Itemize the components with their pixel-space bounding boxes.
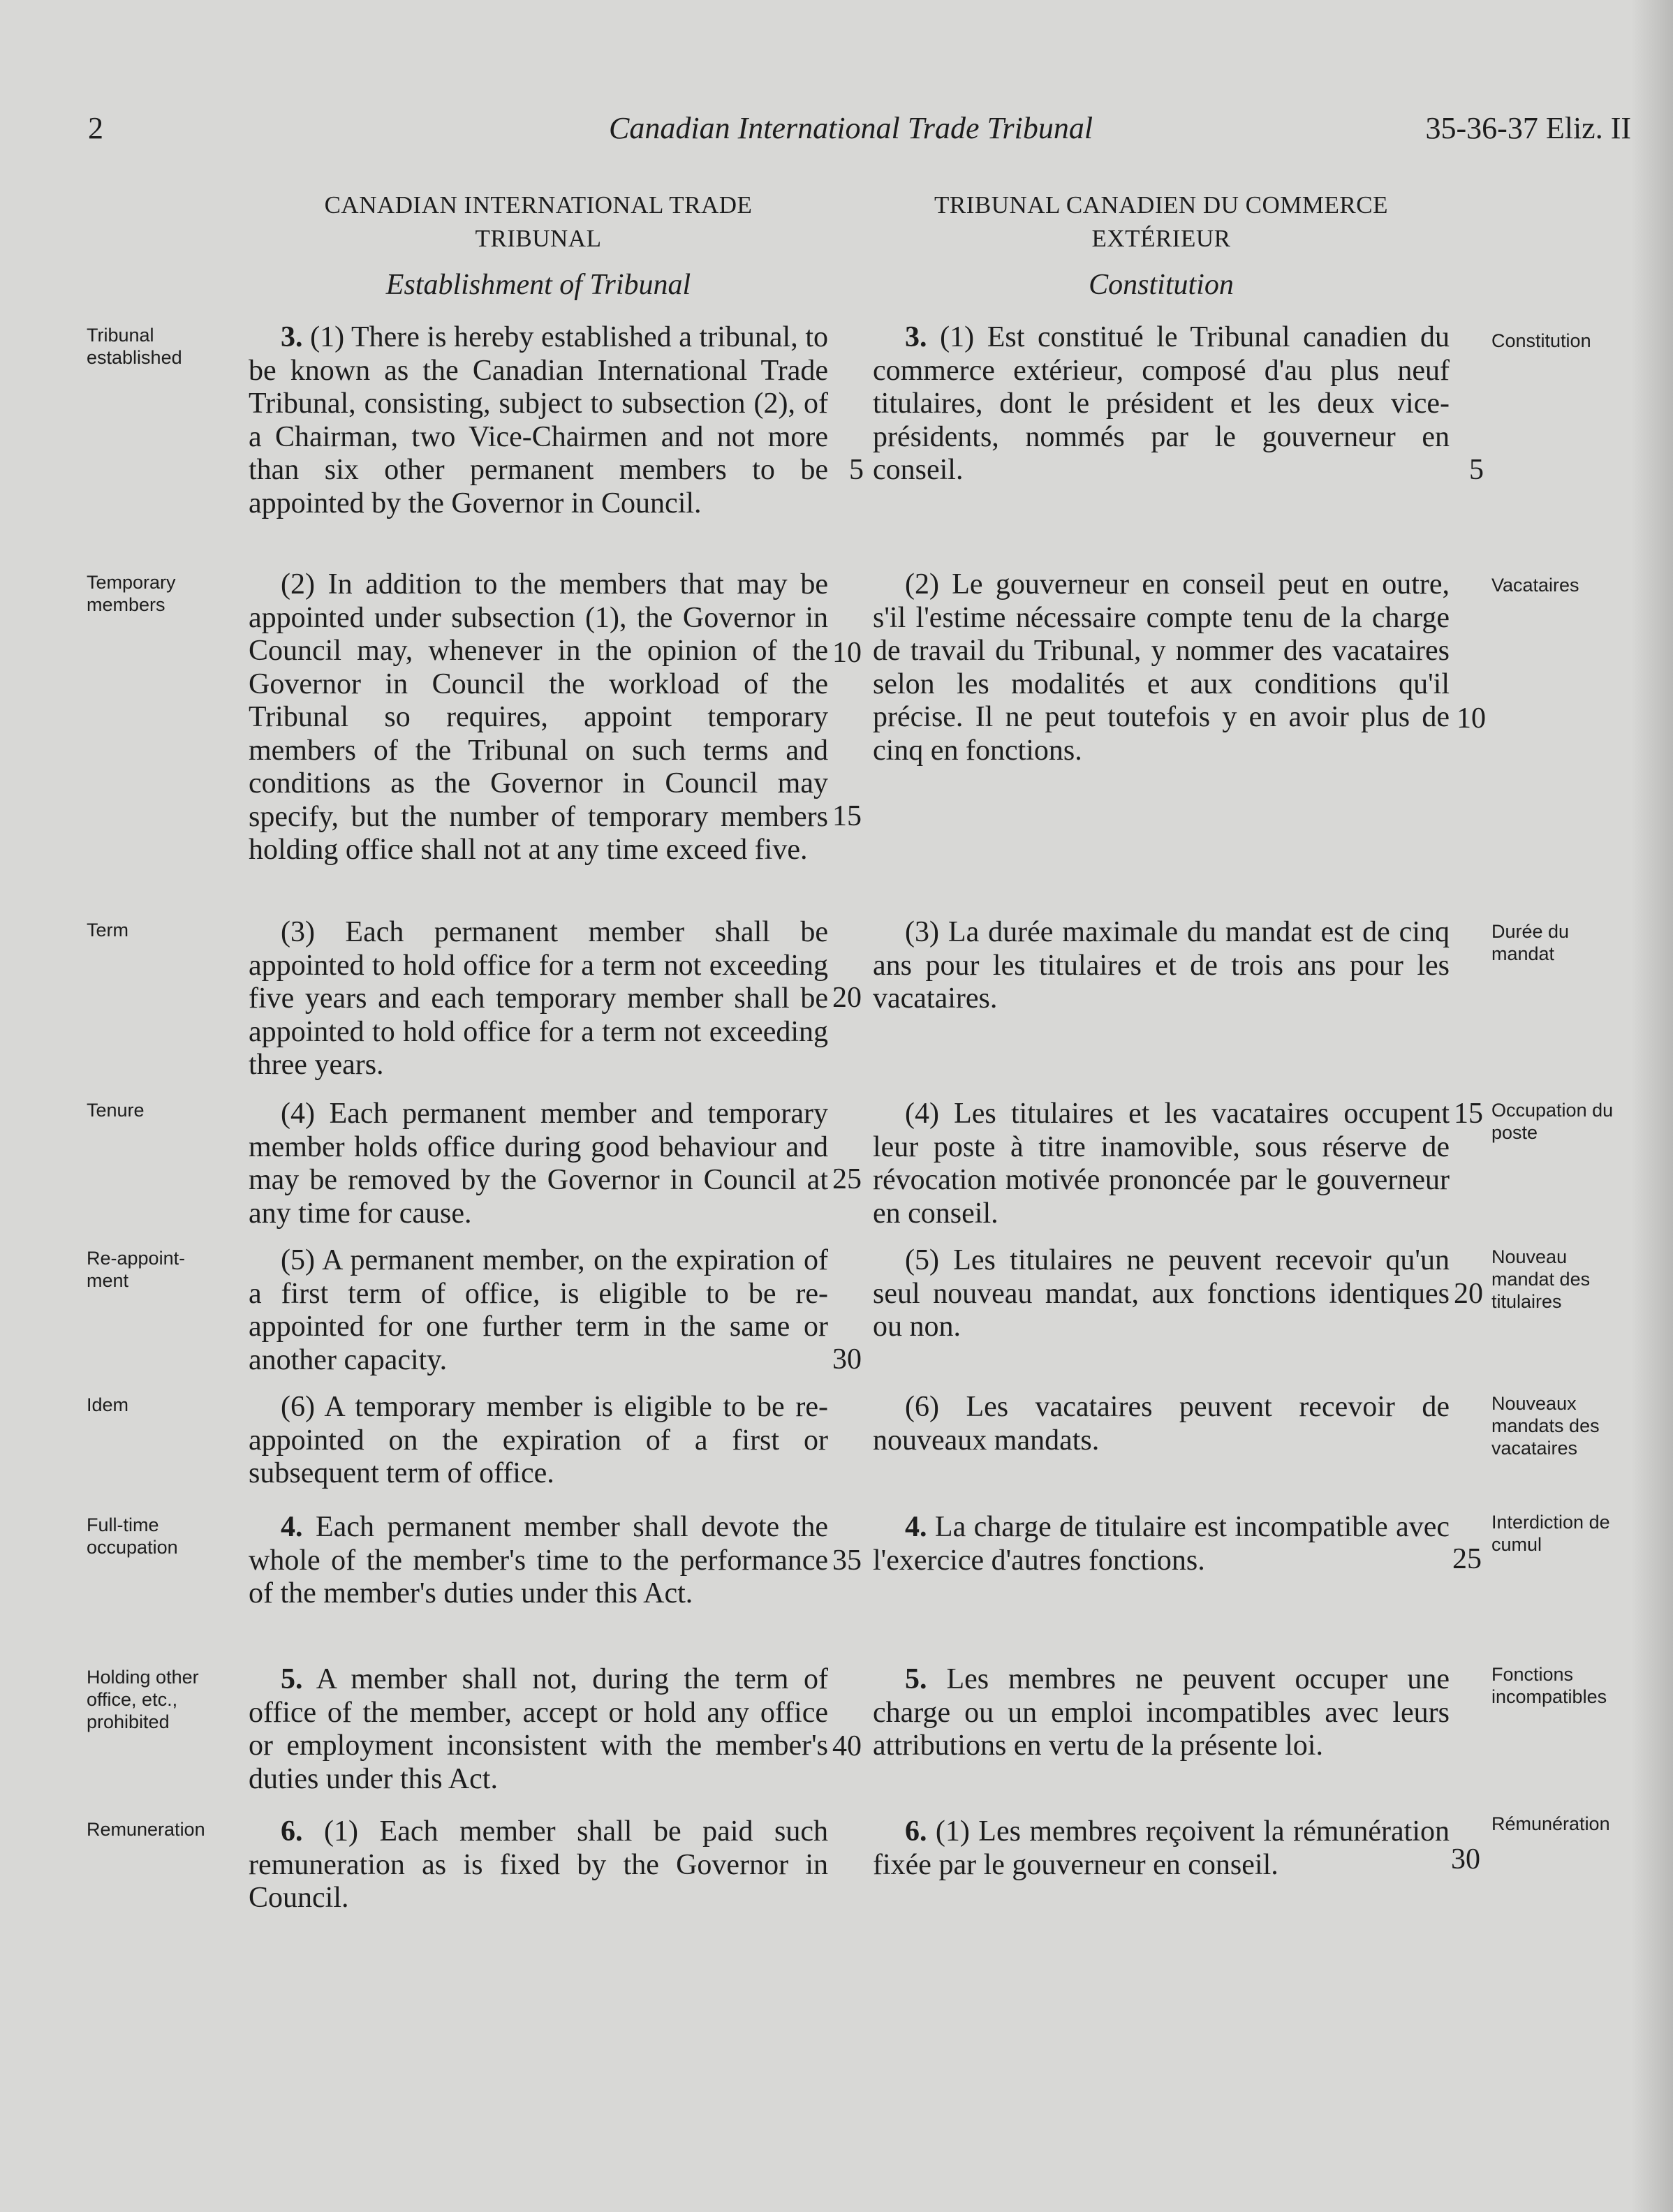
- margin-note-line: Re-appoint-: [87, 1248, 186, 1269]
- english-subheading: Establishment of Tribunal: [385, 269, 691, 301]
- french-paragraph-4: [873, 1511, 1450, 1577]
- margin-note-line: Fonctions: [1491, 1664, 1574, 1685]
- margin-note-line: Vacataires: [1491, 575, 1579, 596]
- line-number: 10: [1457, 702, 1486, 735]
- section-number: 3.: [281, 321, 303, 353]
- french-paragraph-6-1: [873, 1815, 1450, 1882]
- section-number: 5.: [281, 1663, 303, 1695]
- margin-note: [1491, 1392, 1600, 1459]
- paragraph-text: A member shall not, during the term of office of the member, accept or hold any office or employment inconsistent with the member's duties under this Act.: [249, 1663, 828, 1795]
- margin-note: [87, 1666, 199, 1733]
- margin-note-line: Nouveaux: [1491, 1393, 1577, 1414]
- margin-note: [1491, 1511, 1610, 1556]
- margin-note-line: Occupation du: [1491, 1100, 1614, 1121]
- margin-note-line: incompatibles: [1491, 1686, 1607, 1707]
- margin-note-line: Term: [87, 920, 128, 941]
- english-paragraph-3-2: [249, 568, 828, 867]
- page-number: 2: [88, 111, 103, 145]
- line-number: 5: [1469, 454, 1484, 486]
- paragraph-text: (3) Each permanent member shall be appointed to hold office for a term not exceeding five years and each temporary member shall be appointed to hold office for a term not exceeding three years.: [249, 916, 828, 1081]
- margin-note-line: prohibited: [87, 1711, 170, 1732]
- line-number: 20: [832, 982, 862, 1014]
- english-heading-line: CANADIAN INTERNATIONAL TRADE: [324, 191, 753, 219]
- margin-note-line: Durée du: [1491, 921, 1570, 942]
- margin-note-line: Tenure: [87, 1100, 145, 1121]
- line-number: 10: [832, 637, 862, 669]
- french-heading: [873, 189, 1450, 256]
- margin-note-line: occupation: [87, 1537, 178, 1558]
- english-heading: [249, 189, 828, 256]
- english-paragraph-3-1: [249, 321, 828, 520]
- french-paragraph-3-1: [873, 321, 1450, 487]
- margin-note-line: mandat des: [1491, 1269, 1591, 1290]
- line-number: 35: [832, 1544, 862, 1577]
- paragraph-text: (1) Est constitué le Tribunal canadien du commerce extérieur, composé d'au plus neuf titulaires, dont le président et les deux vice-présidents, nommés par le gouverneur en conseil.: [873, 321, 1450, 486]
- line-number: 40: [832, 1730, 862, 1762]
- margin-note: [1491, 1663, 1607, 1708]
- line-number: 30: [832, 1343, 862, 1376]
- statute-citation: 35-36-37 Eliz. II: [1425, 111, 1631, 145]
- english-paragraph-3-3: [249, 916, 828, 1082]
- margin-note: [87, 919, 128, 941]
- margin-note-line: Idem: [87, 1394, 129, 1415]
- margin-note-line: Interdiction de: [1491, 1512, 1610, 1533]
- margin-note: [1491, 1246, 1590, 1313]
- margin-note-line: mandat: [1491, 943, 1555, 964]
- margin-note-line: Nouveau: [1491, 1246, 1568, 1267]
- margin-note: [87, 324, 182, 369]
- english-paragraph-3-5: [249, 1244, 828, 1377]
- line-number: 25: [1452, 1543, 1482, 1575]
- margin-note-line: mandats des: [1491, 1415, 1600, 1436]
- margin-note-line: Holding other: [87, 1667, 199, 1688]
- english-paragraph-3-6: [249, 1391, 828, 1491]
- line-number: 15: [1454, 1098, 1483, 1130]
- margin-note-line: ment: [87, 1270, 129, 1291]
- paragraph-text: (1) There is hereby established a tribunal, to be known as the Canadian International Trade Tribunal, consisting, subject to subsection (2), of a Chairman, two Vice-Chairmen and not more than six other permanent members to be appointed by the Governor in Council.: [249, 321, 828, 519]
- french-heading-line: EXTÉRIEUR: [1091, 225, 1231, 252]
- paragraph-text: (2) Le gouverneur en conseil peut en outre, s'il l'estime nécessaire compte tenu de la charge de travail du Tribunal, y nommer des vacataires selon les modalités et aux conditions qu'il précise. Il ne peut toutefois y en avoir plus de cinq en fonctions.: [873, 568, 1450, 767]
- margin-note-line: office, etc.,: [87, 1689, 178, 1710]
- margin-note-line: poste: [1491, 1122, 1538, 1143]
- paragraph-text: (6) Les vacataires peuvent recevoir de nouveaux mandats.: [873, 1391, 1450, 1457]
- english-paragraph-6-1: [249, 1815, 828, 1915]
- line-number: 15: [832, 800, 862, 832]
- margin-note: [87, 1247, 185, 1292]
- margin-note-line: Tribunal: [87, 325, 154, 346]
- english-paragraph-4: [249, 1511, 828, 1611]
- margin-note-line: Rémunération: [1491, 1813, 1610, 1834]
- english-paragraph-5: [249, 1663, 828, 1796]
- paragraph-text: (4) Les titulaires et les vacataires occupent leur poste à titre inamovible, sous réserve de révocation motivée prononcée par le gouverneur en conseil.: [873, 1098, 1450, 1230]
- margin-note-line: established: [87, 347, 182, 368]
- margin-note-line: Remuneration: [87, 1819, 205, 1840]
- section-number: 5.: [905, 1663, 927, 1695]
- margin-note: [87, 1099, 145, 1121]
- margin-note-line: cumul: [1491, 1534, 1542, 1555]
- french-subheading: Constitution: [1089, 269, 1234, 301]
- page-edge: [1631, 0, 1673, 2212]
- running-title: Canadian International Trade Tribunal: [609, 111, 1093, 145]
- section-number: 4.: [281, 1511, 303, 1543]
- section-number: 3.: [905, 321, 927, 353]
- margin-note-line: Constitution: [1491, 330, 1591, 351]
- margin-note: [87, 571, 176, 616]
- paragraph-text: (5) Les titulaires ne peuvent recevoir qu'un seul nouveau mandat, aux fonctions identiques ou non.: [873, 1244, 1450, 1343]
- margin-note: [1491, 1813, 1610, 1835]
- section-number: 4.: [905, 1511, 927, 1543]
- paragraph-text: La charge de titulaire est incompatible avec l'exercice d'autres fonctions.: [873, 1511, 1450, 1577]
- line-number: 25: [832, 1163, 862, 1195]
- margin-note: [1491, 920, 1569, 965]
- french-paragraph-3-4: [873, 1098, 1450, 1230]
- english-paragraph-3-4: [249, 1098, 828, 1230]
- margin-note-line: vacataires: [1491, 1438, 1578, 1459]
- english-heading-line: TRIBUNAL: [475, 225, 602, 252]
- margin-note-line: Full-time: [87, 1514, 159, 1535]
- line-number: 30: [1451, 1843, 1480, 1875]
- paragraph-text: (5) A permanent member, on the expiration of a first term of office, is eligible to be re-appointed for one further term in the same or another capacity.: [249, 1244, 828, 1376]
- section-number: 6.: [905, 1815, 927, 1848]
- margin-note: [87, 1818, 205, 1841]
- section-number: 6.: [281, 1815, 303, 1848]
- margin-note: [1491, 1099, 1613, 1144]
- paragraph-text: (6) A temporary member is eligible to be re-appointed on the expiration of a first or subsequent term of office.: [249, 1391, 828, 1489]
- french-paragraph-3-3: [873, 916, 1450, 1016]
- margin-note-line: members: [87, 594, 165, 615]
- french-paragraph-5: [873, 1663, 1450, 1763]
- margin-note: [87, 1514, 178, 1558]
- paragraph-text: Each permanent member shall devote the whole of the member's time to the performance of the member's duties under this Act.: [249, 1511, 828, 1609]
- line-number: 20: [1454, 1278, 1483, 1310]
- french-paragraph-3-2: [873, 568, 1450, 767]
- line-number: 5: [849, 454, 864, 486]
- margin-note: [1491, 574, 1579, 596]
- margin-note: [1491, 330, 1591, 352]
- margin-note-line: Temporary: [87, 572, 176, 593]
- french-heading-line: TRIBUNAL CANADIEN DU COMMERCE: [934, 191, 1388, 219]
- paragraph-text: (3) La durée maximale du mandat est de cinq ans pour les titulaires et de trois ans pour les vacataires.: [873, 916, 1450, 1015]
- paragraph-text: Les membres ne peuvent occuper une charge ou un emploi incompatibles avec leurs attributions en vertu de la présente loi.: [873, 1663, 1450, 1762]
- french-paragraph-3-5: [873, 1244, 1450, 1344]
- paragraph-text: (2) In addition to the members that may be appointed under subsection (1), the Governor in Council may, whenever in the opinion of the Governor in Council the workload of the Tribunal so requires, appoint temporary members of the Tribunal on such terms and conditions as the Governor in Council may specify, but the number of temporary members holding office shall not at any time exceed five.: [249, 568, 828, 866]
- paragraph-text: (1) Each member shall be paid such remuneration as is fixed by the Governor in Council.: [249, 1815, 828, 1914]
- margin-note: [87, 1394, 128, 1416]
- paragraph-text: (4) Each permanent member and temporary member holds office during good behaviour and may be removed by the Governor in Council at any time for cause.: [249, 1098, 828, 1230]
- french-paragraph-3-6: [873, 1391, 1450, 1457]
- margin-note-line: titulaires: [1491, 1291, 1562, 1312]
- paragraph-text: (1) Les membres reçoivent la rémunération fixée par le gouverneur en conseil.: [873, 1815, 1450, 1881]
